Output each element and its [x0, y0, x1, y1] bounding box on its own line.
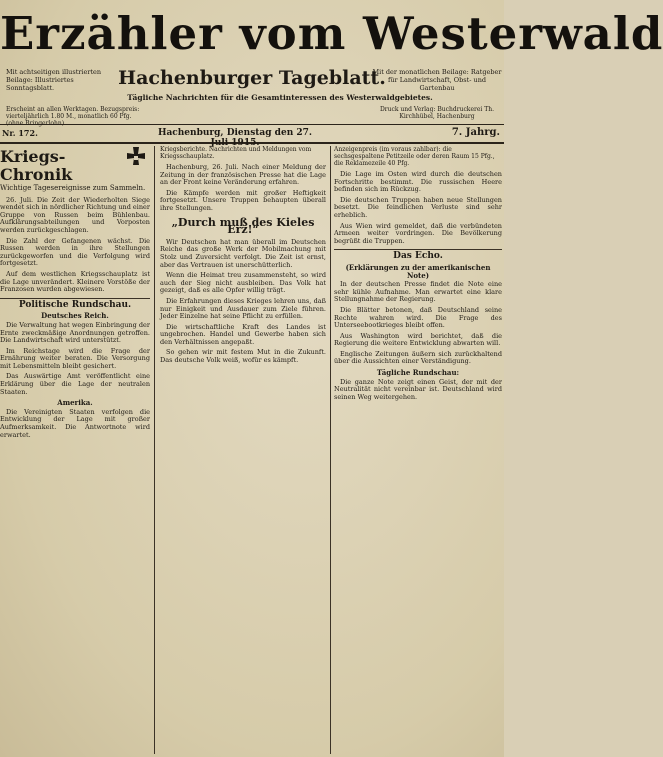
chronik-subtitle: Wichtige Tagesereignisse zum Sammeln.: [0, 184, 146, 192]
article-paragraph: Im Reichstage wird die Frage der Ernährung weiter beraten. Die Versorgung mit Lebensmitteln bleibt gesichert.: [0, 346, 150, 370]
year-volume: 7. Jahrg.: [451, 127, 500, 138]
article-paragraph: Die Verwaltung hat wegen Einbringung der Ernte zweckmäßige Anordnungen getroffen. Die Landwirtschaft wird unterstützt.: [0, 320, 150, 345]
place-date: Hachenburg, Dienstag den 27. Juli 1915.: [157, 128, 313, 148]
article-paragraph: Das Auswärtige Amt veröffentlicht eine Erklärung über die Lage der neutralen Staaten.: [0, 372, 150, 396]
publisher-info: Druck und Verlag: Buchdruckerei Th. Kirchhübel, Hachenburg: [379, 106, 495, 120]
article-paragraph: Wir Deutschen hat man überall im Deutschen Reiche das große Werk der Mobilmachung mit Stolz und Zuversicht verfolgt. Die Zeit ist ernst, aber das Vertrauen ist unerschütterlich.: [160, 237, 326, 269]
article-paragraph: Aus Washington wird berichtet, daß die Regierung die weitere Entwicklung abwarten will.: [334, 331, 502, 348]
article-paragraph: Die ganze Note zeigt einen Geist, der mit der Neutralität nicht vereinbar ist. Deutschland wird seinen Weg weitergehen.: [334, 377, 502, 401]
column-left: [0, 146, 150, 754]
chronik-entry: 26. Juli. Die Zeit der Wiederholten Siege wendet sich in nördlicher Richtung und einer Gruppe von Russen beim Bühlenbau. Aufklärungsabteilungen und Vorposten werden zurückgeschlagen.: [0, 195, 150, 234]
article-paragraph: Die Vereinigten Staaten verfolgen die Entwicklung der Lage mit großer Aufmerksamkeit. Die Antwortnote wird erwartet.: [0, 407, 150, 439]
subhead-amerika: Amerika.: [57, 398, 93, 408]
chronik-entry: Auf dem westlichen Kriegsschauplatz ist die Lage unverändert. Kleinere Vorstöße der Franzosen wurden abgewiesen.: [0, 269, 150, 294]
column-divider: [154, 146, 155, 754]
article-paragraph: Wenn die Heimat treu zusammensteht, so wird auch der Sieg nicht ausbleiben. Das Volk hat gezeigt, daß es alle Opfer willig trägt.: [160, 271, 326, 295]
chronik-entry: Die Zahl der Gefangenen wächst. Die Russen werden in ihre Stellungen zurückgeworfen und die Verfolgung wird fortgesetzt.: [0, 236, 150, 268]
column-right: [334, 146, 502, 754]
right-supplement-note: Mit der monatlichen Beilage: Ratgeber für Landwirtschaft, Obst- und Gartenbau: [372, 68, 502, 92]
section-title-politik: Politische Rundschau.: [0, 298, 150, 310]
section-title-echo: Das Echo.: [334, 249, 502, 261]
issue-number: Nr. 172.: [2, 128, 38, 138]
article-paragraph: Die Kämpfe werden mit großer Heftigkeit fortgesetzt. Unsere Truppen behaupten überall ihre Stellungen.: [160, 188, 326, 212]
article-paragraph: Englische Zeitungen äußern sich zurückhaltend über die Aussichten einer Verständigung.: [334, 349, 502, 366]
article-paragraph: Die Lage im Osten wird durch die deutschen Fortschritte bestimmt. Die russischen Heere befinden sich im Rückzug.: [334, 170, 502, 194]
article-paragraph: So gehen wir mit festem Mut in die Zukunft. Das deutsche Volk weiß, wofür es kämpft.: [160, 348, 326, 365]
article-paragraph: Die Blätter betonen, daß Deutschland seine Rechte wahren wird. Die Frage des Unterseebootkrieges bleibt offen.: [334, 305, 502, 330]
article-paragraph: Die deutschen Truppen haben neue Stellungen besetzt. Die feindlichen Verluste sind sehr erheblich.: [334, 195, 502, 219]
ad-price-info: Anzeigenpreis (im voraus zahlbar): die sechsgespaltene Petitzeile oder deren Raum 15 Pfg., die Reklamezeile 40 Pfg.: [334, 146, 495, 167]
article-headline: „Durch muß des Kieles Erz!“: [171, 215, 315, 237]
column-middle: [160, 146, 326, 754]
subhead-note: (Erklärungen zu der amerikanischen Note): [345, 262, 491, 280]
article-paragraph: Die Erfahrungen dieses Krieges lehren uns, daß nur Einigkeit und Ausdauer zum Ziele führen. Jeder Einzelne hat seine Pflicht zu erfüllen.: [160, 296, 326, 321]
chronik-title: Kriegs- Chronik: [0, 147, 73, 184]
dateline: [0, 124, 504, 148]
column-intro: Kriegsberichte. Nachrichten und Meldungen vom Kriegsschauplatz.: [160, 146, 312, 160]
tagline: Tägliche Nachrichten für die Gesamtinteressen des Westerwaldgebietes.: [127, 93, 433, 102]
left-supplement-note: Mit achtseitigen illustrierten Beilage: Illustriertes Sonntagsblatt.: [6, 68, 102, 92]
publication-info: Erscheint an allen Werktagen. Bezugspreis: vierteljährlich 1.80 M., monatlich 60 Pfg. (ohne Bringerlohn).: [6, 106, 140, 127]
article-paragraph: In der deutschen Presse findet die Note eine sehr kühle Aufnahme. Man erwartet eine klare Stellungnahme der Regierung.: [334, 280, 502, 304]
column-divider: [330, 146, 331, 754]
subhead-rundschau: Tägliche Rundschau:: [376, 368, 460, 378]
newspaper-title: Erzähler vom Westerwald: [0, 7, 663, 60]
subhead-deutsches-reich: Deutsches Reich.: [41, 311, 109, 321]
newspaper-subtitle: Hachenburger Tageblatt.: [118, 67, 386, 89]
article-paragraph: Aus Wien wird gemeldet, daß die verbündeten Armeen weiter vordringen. Die Bevölkerung begrüßt die Truppen.: [334, 221, 502, 245]
article-paragraph: Die wirtschaftliche Kraft des Landes ist ungebrochen. Handel und Gewerbe haben sich den Verhältnissen angepaßt.: [160, 322, 326, 346]
iron-cross-icon: [124, 146, 148, 170]
masthead: [0, 0, 663, 148]
article-paragraph: Hachenburg, 26. Juli. Nach einer Meldung der Zeitung in der französischen Presse hat die Lage an der Front keine Veränderung erfahren.: [160, 163, 326, 187]
